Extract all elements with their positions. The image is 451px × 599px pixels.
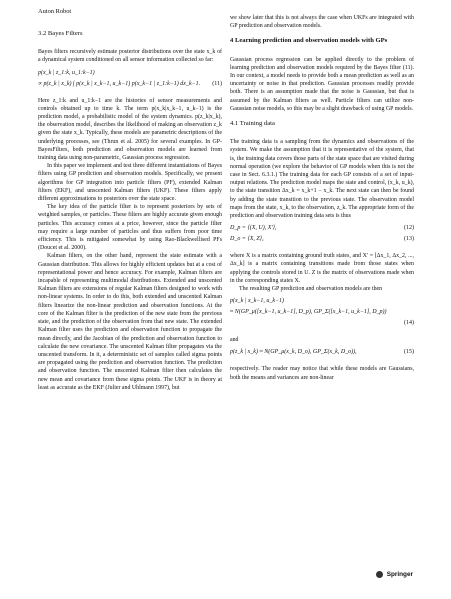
paragraph: The training data is a sampling from the dynamics and observations of the system. We make the assumption that it is representative of the system, that is, the training data covers those parts of the state space that are visited during normal operation (we explore the behavior of GP models when this is not the case in Sect. 6.3.1.) The training data for each GP consists of a set of input-output relations. The prediction model maps the state and control, (x_k, u_k), to the state transition Δx_k = x_k+1 − x_k. The next state can then be found by adding the state transition to the previous state. The observation model maps from the state, x_k, to the observation, z_k. The appropriate form of the prediction and observation training data sets is thus <box>230 139 414 220</box>
paragraph: Kalman filters, on the other hand, represent the state estimate with a Gaussian distribution. This allows for highly efficient updates but at a cost of representational power and hence accuracy. For example, Kalman filters are incapable of representing multimodal distributions. Extended and unscented Kalman filters are extensions of regular Kalman filters designed to work with non-linear systems. In order to do this, both extended and unscented Kalman filters linearize the non-linear prediction and observation functions. At the core of the Kalman filter is the prediction of the new state from the previous state, and the prediction of the observation from that new state. The extended Kalman filter uses the prediction and observation function to propagate the mean directly, and the Jacobian of the prediction and observation function to calculate the new covariance. The unscented Kalman filter propagates via the unscented transform. In it, a deterministic set of samples called sigma points are propagated using the prediction and observation function. The prediction and observation function. The unscented Kalman filter then calculates the new mean and covariance from these sigma points. The UKF is in theory at least as accurate as the EKF (Julier and Uhlmann 1997), but <box>38 253 222 391</box>
paragraph: Here z_1:k and u_1:k−1 are the histories of sensor measurements and controls obtained up to time k. The term p(x_k|x_k−1, u_k−1) is the prediction model, a probabilistic model of the system dynamics. p(z_k|x_k), the observation model, describes the likelihood of making an observation z_k given the state x_k. Typically, these models are parametric descriptions of the underlying processes, see (Thrun et al. 2005) for several examples. In GP-BayesFilters, both prediction and observation models are learned from training data using non-parametric, Gaussian process regression. <box>38 97 222 162</box>
equation-line <box>38 80 222 91</box>
equation-number: (14) <box>404 320 414 327</box>
paragraph: In this paper we implement and test three different instantiations of Bayes filters using GP prediction and observation models. Specifically, we present algorithms for GP integration into particle filters (PF), extended Kalman filters (EKF), and unscented Kalman filters (UKF). These filters apply different approximations to posteriors over the state space. <box>38 163 222 203</box>
section-title-3-2: 3.2 Bayes Filters <box>38 30 83 37</box>
equation-number: (12) <box>404 225 414 232</box>
paragraph: Gaussian process regression can be applied directly to the problem of learning prediction and observation models required by the Bayes filter (11). In our context, a model needs to provide both a mean prediction as well as an uncertainty or noise in that prediction. Gaussian processes readily provide both. There is an assumption made that the noise is Gaussian, but that is assumed by the Kalman filters as well. Particle filters can utilize non-Gaussian noise models, so this may be a slight drawback of using GP models. <box>230 56 414 112</box>
equation-body: ∝ p(z_k | x_k) ∫ p(x_k | x_k−1, u_k−1) p(x_k−1 | z_1:k−1) dx_k−1. <box>38 80 201 87</box>
paragraph: we show later that this is not always the case when UKFs are integrated with GP prediction and observation models. <box>230 15 414 30</box>
equation-line <box>230 348 414 359</box>
equation-number: (13) <box>404 236 414 243</box>
running-head: Auton Robot <box>38 8 72 15</box>
equation-body: p(z_k | x_k) ≈ N(GP_μ(x_k, D_o), GP_Σ(x_k, D_o)), <box>230 349 357 356</box>
equation-14 <box>230 297 414 330</box>
equation-11 <box>38 69 222 91</box>
section-title-4-1: 4.1 Training data <box>230 120 275 128</box>
equation-body: D_p = ⟨(X, U), X′⟩, <box>230 225 277 232</box>
equation-line <box>230 319 414 330</box>
equation-body: D_o = ⟨X, Z⟩, <box>230 236 264 243</box>
left-column <box>38 30 222 392</box>
equation-line: p(x_k | z_1:k, u_1:k−1) <box>38 69 95 76</box>
right-column <box>230 14 414 382</box>
section-title-4: 4 Learning prediction and observation models with GPs <box>230 37 388 45</box>
equation-number: (11) <box>212 80 222 87</box>
equation-line: p(x_k | x_k−1, u_k−1) <box>230 298 285 305</box>
equation-12 <box>230 224 414 246</box>
equation-line: ≈ N(GP_μ([x_k−1, u_k−1], D_p), GP_Σ([x_k−1, u_k−1], D_p)) <box>230 309 387 316</box>
springer-horse-icon <box>376 571 383 578</box>
paragraph: The resulting GP prediction and observation models are then <box>239 286 383 293</box>
equation-line <box>230 235 414 246</box>
paragraph: and <box>230 337 239 344</box>
equation-number: (15) <box>404 349 414 356</box>
paragraph: The key idea of the particle filter is to represent posteriors by sets of weighted samples, or particles. These filters are highly accurate given enough particles. This accuracy comes at a price, however, since the particle filter may require a large number of particles and thus suffers from poor time efficiency. This is mitigated somewhat by using Rao-Blackwellised PFs (Doucet et al. 2000). <box>38 204 222 252</box>
paragraph: respectively. The reader may notice that while these models are Gaussians, both the means and variances are non-linear <box>230 366 414 381</box>
equation-15 <box>230 348 414 359</box>
paragraph: Bayes filters recursively estimate posterior distributions over the state x_k of a dynamical system conditioned on all sensor information collected so far: <box>38 49 222 64</box>
equation-line <box>230 224 414 235</box>
paragraph: where X is a matrix containing ground truth states, and X′ = [Δx_1, Δx_2, ..., Δx_k] is a matrix containing transitions made from those states when applying the controls stored in U. Z is the matrix of observations made when in the corresponding states X. <box>230 253 414 284</box>
springer-logo <box>376 571 413 578</box>
publisher-name: Springer <box>386 571 413 578</box>
